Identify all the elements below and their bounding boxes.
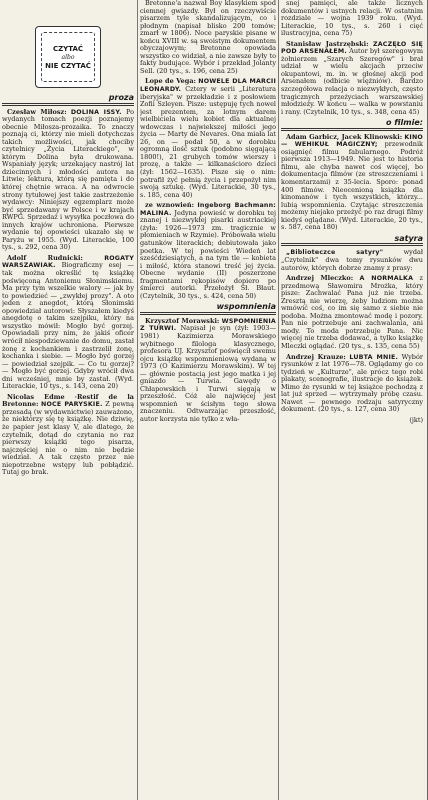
logo-line-1: CZYTAĆ [52,45,84,53]
review-title: NOWELE DLA MARCII LEONARDY. [140,78,276,94]
review-title: LUBTA MNIE. [349,353,399,361]
czytac-logo [35,26,101,88]
review-title: „Biblioteczce satyry" [286,249,384,257]
review-entry [281,41,423,116]
logo-line-2: albo [61,54,75,61]
review-author: Andrzej Krauze: [286,352,346,361]
review-entry [140,0,276,75]
review-paragraph [281,275,423,350]
column-1 [2,0,134,800]
section-heading-satyra: satyra [281,235,423,247]
column-1-entries [2,109,134,477]
column-rule [137,0,138,800]
review-author: Krzysztof Morawski: [145,316,220,325]
review-entry [281,0,423,38]
review-paragraph [281,249,423,272]
review-entry [140,318,276,424]
review-entry [140,78,276,199]
review-paragraph [140,0,276,75]
review-text: Napisał je syn (żył: 1903—1981) Kazimierza Morawskiego wybitnego filologa klasycznego, profesora UJ. Krzysztof poświęcił swemu ojcu książkę wspomnieniową wydaną w 1973 (O Kazimierzu Morawskim). W tej — głównie postacią jest jego matka i jej gniazdo — Turwia. Gawędy o Chłapowskich i Turwi sięgają w przeszłość. Cóż ale najwięcej jest wspomnień w ścisłym tego słowa znaczeniu. Odtwarzając przeszłość, autor korzysta nie tylko z wła- [140,324,276,423]
review-entry [281,249,423,272]
review-title: NOCE PARYSKIE. [41,401,103,409]
review-text: snej pamięci, ale także licznych dokumentów i ustnych relacji. W ostatnim rozdziale — wojna 1939 roku. (Wyd. Literackie, 10 tys., s. 260 i cięć ilustracyjna, cena 75) [281,0,423,38]
review-author: Nicolas Edme ·Restif de la Bretonne: [2,392,134,409]
review-paragraph [2,109,134,252]
column-2-entries-bottom [140,318,276,424]
review-text: Wybór rysunków z lat 1976—78. Oglądamy go co tydzień w „Kulturze", ale prócz tego robi plakaty, scenografie, ilustracje do książek. Mimo że rysunki w tej książce pochodzą z lat już sprzed — wytrzymały próbę czasu. Nawet — pewnego rodzaju satyryczny dokument. (20 tys., s. 127, cena 30) [281,352,423,414]
review-text: Z pewną przesadą (w wydawnictwie) zauważono, że niektórzy się tę książkę. Nie dziwię, że papier jest klasy V, ale dlatego, że czytelnik, dotąd do czytania no raz pierwszy książki tego pisarza, najczęściej nie o nim nie będzie wiedział. A tak często przez nie niepotrzebne wstępy lub pobłądzić. Tutaj go brak. [2,400,134,477]
review-paragraph [140,78,276,199]
column-3-entries-satyra [281,249,423,413]
review-paragraph [281,0,423,38]
review-author: Andrzej Mleczko: [286,274,354,283]
review-entry [281,134,423,232]
review-paragraph [281,134,423,232]
review-entry [281,275,423,350]
review-entry [281,354,423,414]
logo-frame [41,32,95,82]
review-title: DOLINA ISSY. [70,108,122,116]
review-text: Autor był szeregowym żołnierzem „Szarych Szeregów" i brał udział w wielu akcjach przeciw okupantowi, m. in. w głośnej akcji pod Arsenałem (odbicie więźniów). Bardzo szczegółowa relacja o niezwykłych, często tragicznych przeżyciach warszawskiej młodzieży. W końcu — walka w powstaniu i rany. (Czytelnik, 10 tys., s. 348, cena 45) [281,47,423,116]
review-text: Po wydanych tomach poezji poznajemy obecnie Miłosza-prozaika. To znaczy poznają ci, którzy nie mieli dotychczas takich możliwości, jak chociby czytelnicy „Życia Literackiego", w którym Dolina była drukowana. Wspaniały język; urzekający nastrój lat dziecinnych i młodości autora na Litwie; lektura, którą się pamięta i do której chętnie wraca. A na odwrocie strony tytułowej jest takie zastrzeżenie wydawcy: Niniejszy egzemplarz może być sprzedawany w Polsce i w krajach RWPG. Sprzedaż i wysyłka poczłowa do innych krajów uchroniona. Pierwsze wydanie tej opowieści ukazało się w Paryżu w 1955. (Wyd. Literackie, 100 tys., s. 292, cena 30) [2,107,134,252]
review-entry [2,109,134,252]
review-title: Ingeborg Bachmann: MALINA. [140,202,276,217]
review-author: Adam Garbicz, Jacek Klinowski: [286,132,403,141]
column-2-entries-top [140,0,276,300]
review-text: z przedmową Sławomira Mrożka, który pisze: Zachwalać Pana już nie trzeba. Zresztą nie wierzę, żeby ludziom można wmówić coś, co im się samo z siebie nie podoba. Można zmontować modę i pozory. Pan nie potrzebuje ani zachwalania, ani mody. To moda potrzebuje Pana. Nic więcej nie trzeba dodawać, a tylko książkę Mleczki oglądać. (20 tys., s. 135, cena 55) [281,274,423,350]
review-entry [2,394,134,477]
section-heading-o-filmie: o filmie: [281,119,423,131]
logo-line-3: NIE CZYTAĆ [45,61,91,70]
review-text: wydał „Czytelnik" dwa tomy rysunków dwu autorów, których dobrze znamy z prasy: [281,248,423,272]
review-text: Cztery w serii „Literatura iberyjska" w przekładzie i z posłowiem Zofii Szleyen. Pisze: ustępuję tych nowel jest prezentem, za lotnym darem wielbiciela wielu kobiet dla aktualnej wdowczas i najwiekszej miłości jego życia — Marty de Nevares. Ona miała lat 26, on — podał 50, a w dorobku ogromną ilość sztuk (podobno sięgającą 1800!), 21 grubych tomów wierszy i prozę, a także — kilkanaściorо dzieci (żył: 1562—1635). Pisze się o nim: potrafił żyć pełnią życia i przepożył nim swoją sztukę. (Wyd. Literackie, 30 tys., s. 185, cena 40) [140,85,276,199]
review-author: Adolf Rudnicki: [7,253,83,262]
column-3-entries-top [281,0,423,116]
column-2 [140,0,276,800]
column-3 [281,0,423,800]
review-entry [140,202,276,300]
review-paragraph [2,255,134,391]
review-text: przewodnik osiągnięć filmu fabularnego. Podróż pierwsza 1913—1949. Nie jest to historia filmu, ale chyba nawet coś więcej, bo dokumentacja filmów (ze streszczeniami i komentarzami) z 35-lecia. Sporo: ponad 400 filmów. Nieocenioną książka dla kinomanów i tych wszystkich, którzy... lubią wspomnienia. Czytając streszczenia możemy niejako przeżyć po raz drugi filmy kiedyś oglądane. (Wyd. Literackie, 20 tys., s. 587, cena 180) [281,140,423,232]
section-heading-proza: proza [2,94,134,106]
review-title: ROGATY WARSZAWIAK. [2,254,134,270]
column-rule [278,0,279,800]
review-author: Lope de Vega: [145,77,196,86]
review-entry [2,255,134,391]
section-heading-wspomnienia: wspomnienia [140,303,276,315]
review-paragraph [2,394,134,477]
review-author: ze wznowień: [145,201,195,210]
review-title: WSPOMNIENIA Z TURWI. [140,317,276,333]
review-author: Czesław Miłosz: [7,107,67,116]
review-text: Jedyna powieść w dorobku tej znanej i niezwykłej pisarki austriackiej (żyła: 1926—1973 zm. tragicznie w płomieniach w Rzymie). Próbowała wielu gatunków literackich; debiutowała jako poetka. W tej powieści Wiedeń lat sześćdziesiątych, a na tym tle — kobieta i miłość, która stanowi treść jej życia. Obecne wydanie (II) poszerzone fragmentami rękopisów dopiero po śmierci autorki. Przełożył Sł. Błaut. (Czytelnik, 30 tys., s. 424, cena 50) [140,208,276,300]
review-paragraph [281,41,423,116]
review-paragraph [140,318,276,424]
review-title: A NORMALKA [359,275,414,283]
review-title: KINO — WEHIKUŁ MAGICZNY; [281,133,423,149]
review-text: Bretonne'a nazwał Boy klasykiem spod ciemnej gwiazdy. Był on rzeczywiście pisarzem tyle skandalizującym, co i płodnym (napisał blisko 200 tomów; zmarł w 1806). Noce paryskie pisane w końcu XVIII w. są swoistym dokumentem obyczajowym; Bretonne opowiada wszystko co widział, a nie zawsze były to fakty budujące. Wybór i przekład Jolanty Sell. (20 tys., s. 196, cena 25) [140,0,276,75]
review-text: Biograficzny esej — tak można określić tę książkę poświęconą Antoniemu Słonimskiemu. Ma przy tym wszelkie walory — jak by to powiedzieć — „zwykłej prozy". A oto jeden z anegdot, którą Słonimski opowiedział autorowi: Słyszałem kiedyś anegdotę o takim szejpiku, który na wszystko mówił: Mogło być gorzej. Opowiadali przy nim, że jakiś oficer wrócił niespodziewanie do domu, zastał żonę z kochankiem i zastrzelił żonę, kochanka i siebie. — Mogło być gorzej — powiedział szejpik. — Co tu gorzej? — Mogło być gorzej. Gdyby wrócił dwa dni wcześniej, mnie by zastał. (Wyd. Literackie, 10 tys., s. 143, cena 20) [2,261,134,391]
review-paragraph [281,354,423,414]
column-3-entries-film [281,134,423,232]
review-paragraph [140,202,276,300]
review-title: ZACZĘŁO SIĘ POD ARSENAŁEM. [281,40,423,56]
review-author: Stanisław Jastrzębski: [286,39,369,48]
signature: (jkt) [409,415,423,424]
